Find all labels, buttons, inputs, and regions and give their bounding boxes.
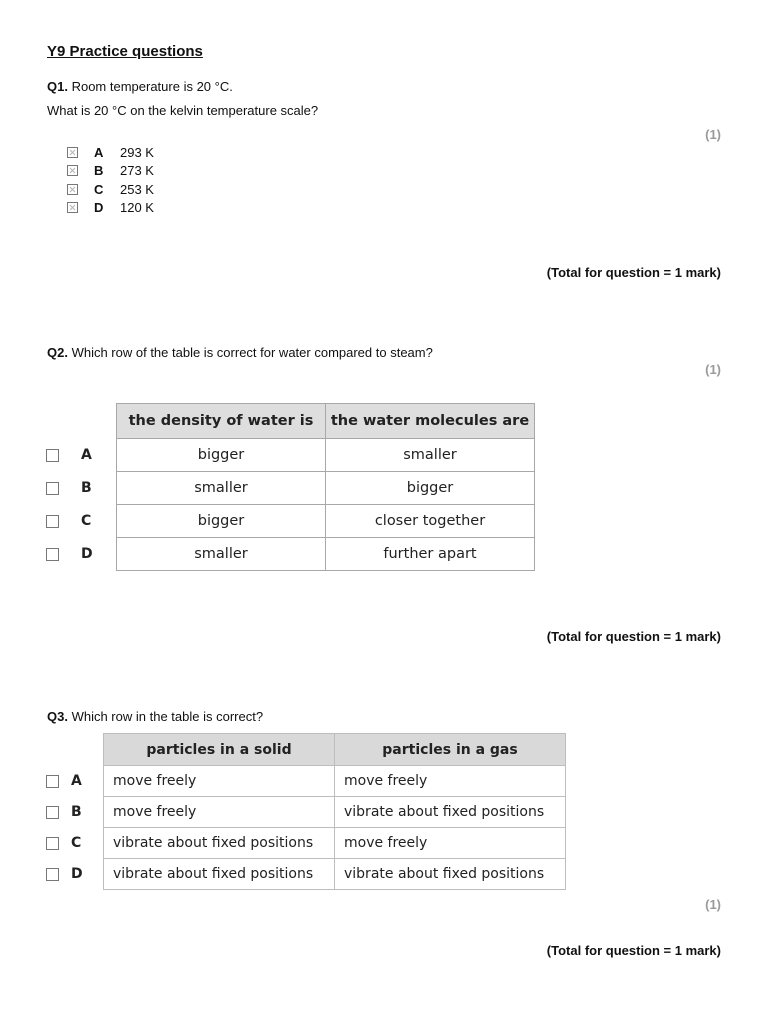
table-cell: move freely [335,828,566,859]
checkbox[interactable] [46,775,59,788]
q2-table [46,403,535,571]
checkbox[interactable] [46,837,59,850]
q2-header-2: the water molecules are [326,404,535,439]
checkbox[interactable] [46,515,59,528]
table-cell: smaller [326,439,535,472]
q1-option-a[interactable] [67,143,154,162]
q2-stem [47,345,433,360]
option-letter: D [71,866,83,882]
option-letter: B [81,480,92,496]
q2-row-c [46,505,535,538]
q2-text: Which row of the table is correct for water compared to steam? [67,345,433,360]
page-title: Y9 Practice questions [47,43,203,60]
q1-options [67,143,154,217]
checkbox[interactable] [67,184,78,195]
q3-row-d [46,859,566,890]
checkbox[interactable] [67,202,78,213]
table-cell: vibrate about fixed positions [335,797,566,828]
q2-row-b [46,472,535,505]
table-cell: vibrate about fixed positions [104,828,335,859]
q3-header-1: particles in a solid [104,734,335,766]
option-text: 293 K [120,144,154,160]
q1-option-c[interactable] [67,180,154,199]
table-cell: move freely [104,797,335,828]
q1-stem [47,79,233,94]
checkbox[interactable] [67,147,78,158]
q2-marks: (1) [705,362,721,377]
option-letter: A [94,144,104,160]
option-letter: A [71,773,82,789]
checkbox[interactable] [46,868,59,881]
q1-option-b[interactable] [67,162,154,181]
q3-row-c [46,828,566,859]
q3-marks: (1) [705,897,721,912]
q2-total: (Total for question = 1 mark) [546,629,721,644]
q1-text: Room temperature is 20 °C. [67,79,233,94]
checkbox[interactable] [46,548,59,561]
checkbox[interactable] [67,165,78,176]
q2-row-d [46,538,535,571]
table-cell: bigger [117,505,326,538]
q3-table [46,733,566,890]
table-cell: move freely [335,766,566,797]
option-letter: B [71,804,82,820]
option-letter: B [94,163,104,179]
q3-text: Which row in the table is correct? [67,709,264,724]
q3-number: Q3. [47,709,68,724]
option-letter: C [94,181,104,197]
table-cell: smaller [117,472,326,505]
q3-header-2: particles in a gas [335,734,566,766]
option-text: 120 K [120,200,154,216]
option-letter: A [81,447,92,463]
option-letter: D [94,200,104,216]
q1-number: Q1. [47,79,68,94]
q2-row-a [46,439,535,472]
checkbox[interactable] [46,449,59,462]
option-letter: D [81,546,93,562]
table-cell: smaller [117,538,326,571]
table-cell: vibrate about fixed positions [335,859,566,890]
table-cell: closer together [326,505,535,538]
option-letter: C [81,513,92,529]
table-cell: further apart [326,538,535,571]
table-cell: move freely [104,766,335,797]
q1-question: What is 20 °C on the kelvin temperature scale? [47,103,319,118]
q3-total: (Total for question = 1 mark) [546,943,721,958]
checkbox[interactable] [46,482,59,495]
checkbox[interactable] [46,806,59,819]
table-cell: bigger [326,472,535,505]
q1-marks: (1) [705,127,721,142]
q2-header-1: the density of water is [117,404,326,439]
q1-option-d[interactable] [67,199,154,218]
table-cell: bigger [117,439,326,472]
option-text: 253 K [120,181,154,197]
option-letter: C [71,835,82,851]
option-text: 273 K [120,163,154,179]
q1-total: (Total for question = 1 mark) [546,265,721,280]
q3-stem [47,709,263,724]
q3-row-b [46,797,566,828]
q2-number: Q2. [47,345,68,360]
table-cell: vibrate about fixed positions [104,859,335,890]
q3-row-a [46,766,566,797]
